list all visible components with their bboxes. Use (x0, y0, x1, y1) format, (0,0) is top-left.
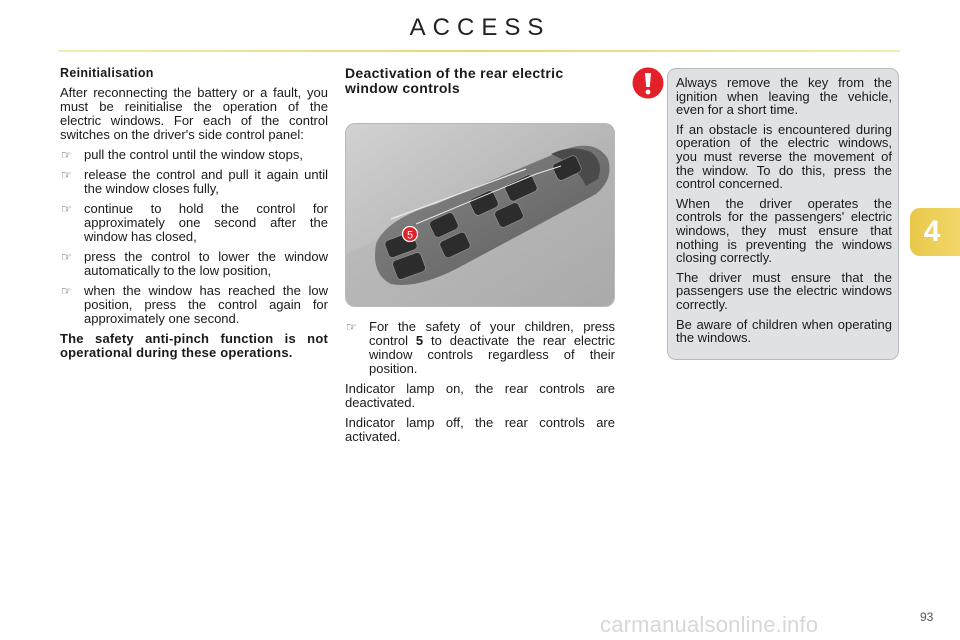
list-item-text: press the control to lower the window automatically to the low position, (84, 249, 328, 278)
list-item (60, 168, 328, 196)
pointing-finger-icon: ☞ (61, 202, 72, 216)
bullet-text-post: to deactivate the rear electric window controls regardless of their position. (369, 333, 615, 376)
list-item (60, 148, 328, 162)
list-item-text: continue to hold the control for approximately one second after the window has closed, (84, 201, 328, 244)
list-item (60, 202, 328, 244)
exclamation-icon (632, 67, 664, 99)
indicator-on-paragraph: Indicator lamp on, the rear controls are deactivated. (345, 381, 615, 410)
reinitialisation-section (60, 66, 328, 360)
indicator-off-paragraph: Indicator lamp off, the rear controls are activated. (345, 415, 615, 444)
page-title: ACCESS (409, 14, 551, 41)
chapter-tab[interactable]: 4 (910, 208, 960, 256)
intro-paragraph: After reconnecting the battery or a fault, you must be reinitialise the operation of the electric windows. For each of the control switches on the driver's side control panel: (60, 85, 328, 142)
pointing-finger-icon: ☞ (61, 148, 72, 162)
window-controls-photo (345, 123, 615, 307)
anti-pinch-warning: The safety anti-pinch function is not operational during these operations. (60, 331, 328, 360)
window-control-panel-illustration (346, 124, 614, 306)
section-heading: Reinitialisation (60, 66, 154, 80)
list-item (60, 284, 328, 326)
watermark: carmanualsonline.info (600, 612, 819, 637)
pointing-finger-icon: ☞ (61, 168, 72, 182)
list-item-text: release the control and pull it again until the window closes fully, (84, 167, 328, 196)
warning-paragraph: Always remove the key from the ignition when leaving the vehicle, even for a short time. (676, 75, 892, 118)
pointing-finger-icon: ☞ (346, 320, 357, 334)
pointing-finger-icon: ☞ (61, 284, 72, 298)
section-heading: Deactivation of the rear electric window controls (345, 65, 564, 96)
warning-box (667, 68, 899, 360)
deactivation-text (345, 320, 615, 450)
deactivation-section (345, 66, 615, 96)
callout-label: 5 (406, 229, 414, 242)
list-item (345, 320, 615, 376)
list-item-text: when the window has reached the low position, press the control again for approximately one second. (84, 283, 328, 326)
bullet-text-pre: For the safety of your children, press control (369, 319, 615, 348)
page-number: 93 (920, 610, 934, 624)
list-item-text: pull the control until the window stops, (84, 147, 303, 162)
pointing-finger-icon: ☞ (61, 250, 72, 264)
list-item (60, 250, 328, 278)
header-rule (58, 50, 900, 52)
warning-paragraph: If an obstacle is encountered during operation of the electric windows, you must reverse the movement of the window. To do this, press the control concerned. (676, 121, 892, 192)
warning-paragraph: The driver must ensure that the passengers use the electric windows correctly. (676, 269, 892, 312)
control-number: 5 (415, 333, 424, 348)
warning-paragraph: Be aware of children when operating the windows. (676, 316, 892, 346)
warning-paragraph: When the driver operates the controls for the passengers' electric windows, they must ensure that nothing is preventing the windows closing correctly. (676, 195, 892, 266)
